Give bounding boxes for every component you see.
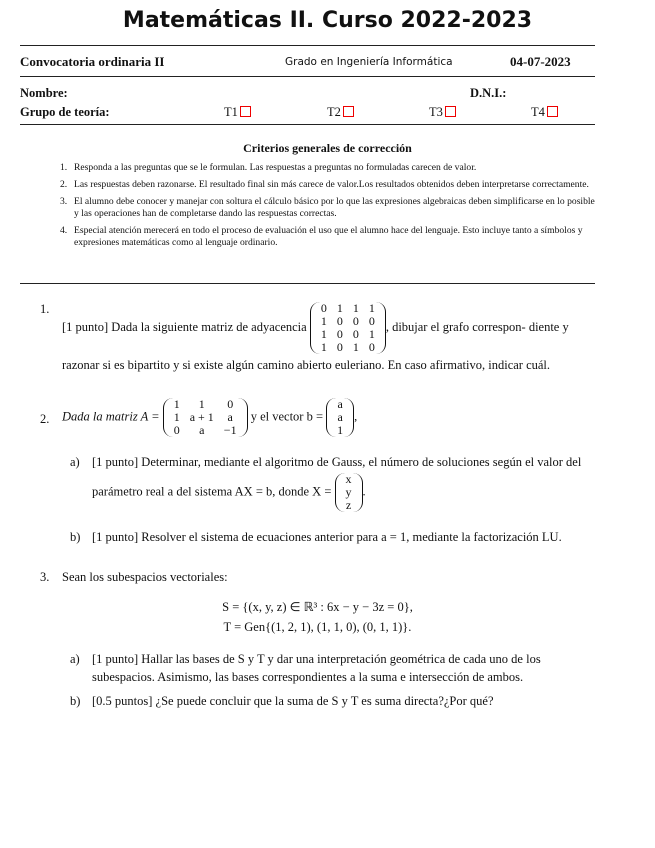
checkbox-t1[interactable]	[240, 106, 251, 117]
matrix-cell: 1	[352, 301, 359, 315]
q3b-text: [0.5 puntos] ¿Se puede concluir que la suma de S y T es suma directa?¿Por qué?	[92, 694, 494, 708]
page-title: Matemáticas II. Curso 2022-2023	[122, 8, 533, 33]
question-3	[40, 568, 595, 710]
matrix-cell: a + 1	[189, 410, 214, 424]
matrix-cell: 1	[173, 397, 180, 411]
matrix-cell: 0	[336, 327, 343, 341]
q2a-period: .	[362, 484, 366, 499]
group-t1[interactable]	[224, 105, 251, 120]
matrix-a	[163, 398, 248, 437]
group-label-t4: T4	[531, 105, 545, 119]
matrix-cell: a	[337, 397, 343, 411]
q2a-label: a)	[70, 455, 80, 469]
q2-text: Dada la matriz A =	[62, 409, 160, 424]
q3a-label: a)	[70, 652, 80, 666]
matrix-cell: a	[227, 410, 233, 424]
checkbox-t2[interactable]	[343, 106, 354, 117]
divider	[20, 124, 595, 125]
q1-text-post: , dibujar el grafo correspon-	[385, 319, 526, 334]
checkbox-t3[interactable]	[445, 106, 456, 117]
matrix-cell: x	[345, 472, 352, 486]
questions	[40, 300, 595, 732]
matrix-cell: 1	[320, 327, 327, 341]
matrix-cell: 1	[173, 410, 180, 424]
checkbox-t4[interactable]	[547, 106, 558, 117]
q2b-text: [1 punto] Resolver el sistema de ecuaciones anterior para a = 1, mediante la factorización LU.	[92, 530, 562, 544]
criteria-item: 4. Especial atención merecerá en todo el proceso de evaluación el uso que el alumno hace del lenguaje. Esto incluye tanto a símbolos y expresiones matemáticas como al lenguaje ordinario.	[60, 225, 583, 248]
criteria-item: 3. El alumno debe conocer y manejar con soltura el cálculo básico por lo que las expresiones algebraicas deben simplificarse en lo posible y las operaciones han de completarse dando las respuestas correctas.	[60, 196, 595, 219]
q2a	[70, 453, 595, 514]
q3a	[70, 650, 595, 686]
criteria-item: 2. Las respuestas deben razonarse. El resultado final sin más carece de valor.Los resultados obtenidos deben interpretarse correctamente.	[60, 179, 589, 190]
q2-comma: ,	[354, 409, 358, 424]
convocatoria: Convocatoria ordinaria II	[20, 54, 165, 69]
matrix-cell: 1	[337, 423, 344, 437]
group-label: Grupo de teoría:	[20, 105, 110, 119]
divider	[20, 76, 595, 77]
matrix-cell: 1	[198, 397, 205, 411]
criteria-title: Criterios generales de corrección	[243, 141, 412, 155]
question-2	[40, 396, 595, 546]
matrix-cell: 1	[320, 340, 327, 354]
q3b	[70, 692, 595, 710]
q2a-text-cont: valor del parámetro real a del sistema AX = b, donde X =	[92, 455, 582, 499]
question-1	[40, 300, 595, 374]
q2-number: 2.	[40, 412, 50, 426]
group-label-t1: T1	[224, 105, 238, 119]
q2b	[70, 528, 595, 546]
q3a-text: [1 punto] Hallar las bases de S y T y dar una interpretación geométrica de cada uno de los subespacios. Asimismo, las bases correspondientes a la suma e intersección de ambos.	[92, 652, 541, 684]
degree: Grado en Ingeniería Informática	[285, 56, 453, 68]
divider	[20, 283, 595, 284]
matrix-cell: 0	[368, 340, 375, 354]
matrix-cell: a	[199, 423, 205, 437]
matrix-cell: z	[345, 498, 352, 512]
matrix-cell: 0	[173, 423, 180, 437]
matrix-cell: 0	[352, 327, 359, 341]
q3-intro: Sean los subespacios vectoriales:	[62, 570, 228, 584]
criteria-item: 1. Responda a las preguntas que se le formulan. Las respuestas a preguntas no formuladas carecen de valor.	[60, 162, 477, 173]
matrix-cell: 0	[336, 314, 343, 328]
q1-text-cont: diente y razonar si es bipartito y si existe algún camino abierto euleriano. En caso afirmativo, indicar cuál.	[62, 319, 569, 372]
divider	[20, 45, 595, 46]
subspace-t: T = Gen{(1, 2, 1), (1, 1, 0), (0, 1, 1)}.	[223, 620, 412, 634]
exam-date: 04-07-2023	[510, 54, 571, 69]
matrix-cell: a	[337, 410, 343, 424]
q3b-label: b)	[70, 694, 81, 708]
q2b-label: b)	[70, 530, 81, 544]
q1-number: 1.	[40, 302, 50, 316]
matrix-cell: 0	[320, 301, 327, 315]
vector-b	[326, 398, 354, 437]
matrix-cell: 0	[227, 397, 234, 411]
criteria-list	[60, 162, 595, 254]
q2-text-mid: y el vector b =	[250, 409, 324, 424]
matrix-cell: 1	[368, 301, 375, 315]
vector-x	[335, 473, 363, 512]
q2a-text: [1 punto] Determinar, mediante el algoritmo de Gauss, el número de soluciones según el	[92, 455, 535, 469]
dni-label: D.N.I.:	[470, 86, 507, 100]
adjacency-matrix	[310, 302, 386, 354]
q3-number: 3.	[40, 570, 50, 584]
name-label: Nombre:	[20, 86, 68, 100]
group-label-t2: T2	[327, 105, 341, 119]
matrix-cell: 0	[352, 314, 359, 328]
subspace-s: S = {(x, y, z) ∈ ℝ³ : 6x − y − 3z = 0},	[222, 600, 413, 614]
group-t3[interactable]	[429, 105, 456, 120]
q1-text: [1 punto] Dada la siguiente matriz de adyacencia	[62, 319, 307, 334]
matrix-cell: 0	[368, 314, 375, 328]
group-t2[interactable]	[327, 105, 354, 120]
matrix-cell: 1	[352, 340, 359, 354]
matrix-cell: y	[345, 485, 352, 499]
matrix-cell: 1	[336, 301, 343, 315]
group-t4[interactable]	[531, 105, 558, 120]
group-label-t3: T3	[429, 105, 443, 119]
matrix-cell: 1	[320, 314, 327, 328]
matrix-cell: 1	[368, 327, 375, 341]
matrix-cell: 0	[336, 340, 343, 354]
matrix-cell: −1	[223, 423, 237, 437]
